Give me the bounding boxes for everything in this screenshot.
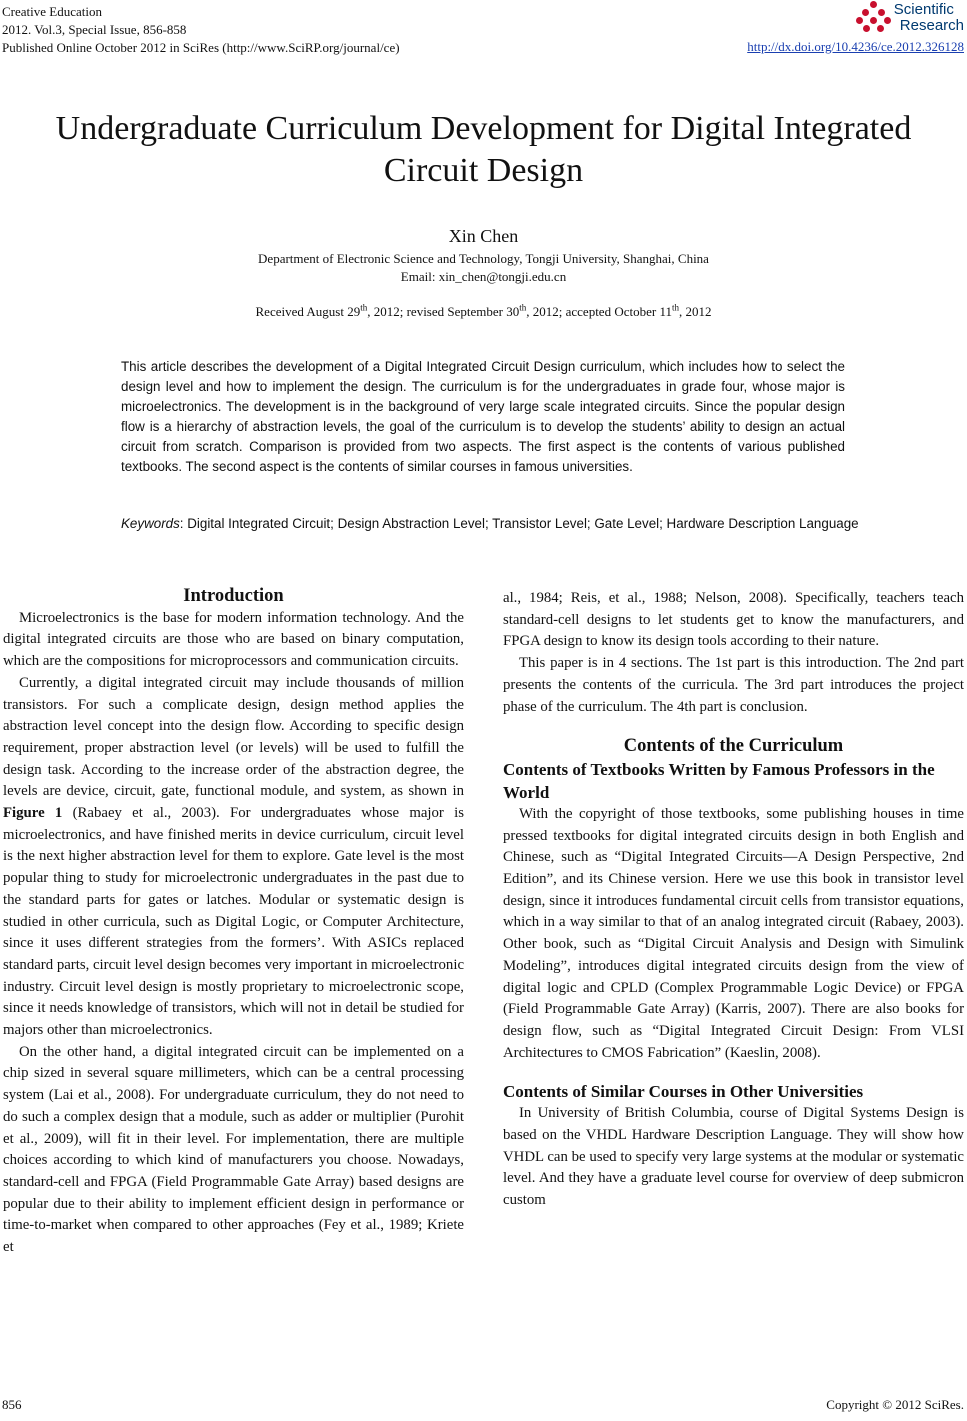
email: Email: xin_chen@tongji.edu.cn <box>400 269 567 284</box>
subsection-heading-textbooks: Contents of Textbooks Written by Famous Professors in the World <box>503 759 935 802</box>
logo-text-2: Research <box>899 17 964 34</box>
paragraph: With the copyright of those textbooks, some publishing houses in time pressed textbooks for digital integrated circuits design in both English and Chinese, such as “Digital Integrated Circuits—A Design Perspective, 2nd Edition”, and its Chinese version. Here we use this book in transistor level design, since it introduces fundamental circuit cells from transistor equations, which in a way similar to that of an analog integrated circuit (Rabaey, 2003). Other book, such as “Digital Circuit Analysis and Design with Simulink Modeling”, introduces digital integrated circuits design from the view of digital logic and CPLD (Complex Programmable Logic Device) or FPGA (Field Programmable Gate Array) (Karris, 2007). There are also books for design flow, such as “Digital Integrated Circuit Design: From VLSI Architectures to CMOS Fabrication” (Kaeslin, 2008). <box>503 805 964 1061</box>
section-heading-contents: Contents of the Curriculum <box>623 736 844 757</box>
logo-dots-icon <box>856 0 892 36</box>
paragraph: In University of British Columbia, course of Digital Systems Design is based on the VHDL Hardware Description Language. They will show how VHDL can be used to specify very large systems at the modular or systematic level. And they have a graduate level course for overview of deep submicron custom <box>503 1105 964 1209</box>
paper-title <box>0 108 967 192</box>
paragraph: On the other hand, a digital integrated circuit can be implemented on a chip sized in several square millimeters, which can be a central processing system (Lai et al., 2008). For undergraduate curriculum, they do not need to do such a complex design that a module, such as adder or multiplier (Purohit et al., 2009), will fit in their level. For implementation, there are multiple choices according to which kind of manufacturers you choose. Nowadays, standard-cell and FPGA (Field Programmable Gate Array) based designs are popular due to their ability to implement efficient design in performance or time-to-market when compared to other approaches (Fey et al., 1989; Kriete et <box>3 1043 464 1256</box>
subsection-heading-courses: Contents of Similar Courses in Other Universities <box>503 1082 864 1102</box>
title-line-1: Undergraduate Curriculum Development for Digital Integrated <box>55 110 912 147</box>
paragraph: Currently, a digital integrated circuit may include thousands of million transistors. For such a complicate design, design method applies the abstraction level concept into the design flow. According to specific design requirement, proper abstraction level (or levels) will be used to fulfill the design task. According to the increase order of the abstraction degree, the levels are device, circuit, gate, functional module, and system, as shown in Figure 1 (Rabaey et al., 2003). For undergraduates whose major is microelectronics, and have finished merits in device curriculum, circuit level is the next higher abstraction level for them to explore. Gate level is the most popular thing to study for microelectronic undergraduates in the past due to the standard parts for gates or latches. Modular or systematic design is studied in other curricula, such as Digital Logic, or Computer Architecture, since it uses different strategies from the formers’. With ASICs replaced standard parts, circuit level design becomes very important in microelectronic industry. Circuit level design is mostly proprietary to microelectronic scope, since it needs knowledge of transistors, which will not in detail be studied for majors other than microelectronics. <box>3 674 465 1039</box>
received-dates: Received August 29th, 2012; revised September 30th, 2012; accepted October 11th, 2012 <box>255 302 712 319</box>
right-column <box>503 588 964 1212</box>
published-info: Published Online October 2012 in SciRes (http://www.SciRP.org/journal/ce) <box>2 40 400 55</box>
section-heading-introduction: Introduction <box>183 586 284 606</box>
logo-text-1: Scientific <box>893 1 954 18</box>
paragraph: This paper is in 4 sections. The 1st part is this introduction. The 2nd part presents the contents of the curricula. The 3rd part introduces the project phase of the curriculum. The 4th part is conclusion. <box>503 655 964 715</box>
figure-reference: Figure 1 <box>3 805 63 822</box>
left-column <box>3 586 464 1259</box>
keywords-list: : Digital Integrated Circuit; Design Abstraction Level; Transistor Level; Gate Level; Hardware Description Language <box>179 516 859 531</box>
copyright: Copyright © 2012 SciRes. <box>826 1397 964 1412</box>
title-line-2: Circuit Design <box>383 152 584 189</box>
paragraph: al., 1984; Reis, et al., 1988; Nelson, 2008). Specifically, teachers teach standard-cell designs to let students get to know the manufacturers, and FPGA design to know its design tools according to their nature. <box>503 590 964 650</box>
affiliation-block <box>0 250 967 286</box>
doi-link[interactable]: http://dx.doi.org/10.4236/ce.2012.326128 <box>747 39 964 54</box>
page-number: 856 <box>2 1397 22 1412</box>
abstract: This article describes the development of a Digital Integrated Circuit Design curriculum, which includes how to select the design level and how to implement the design. The curriculum is for the undergraduates in grade four, whose major is microelectronics. The development is in the background of very large scale integrated circuits. Since the popular design flow is a hierarchy of abstraction levels, the goal of the curriculum is to develop the students’ ability to design an actual circuit from scratch. Comparison is provided from two aspects. The first aspect is the contents of various published textbooks. The second aspect is the contents of similar courses in famous universities. <box>121 359 845 475</box>
issue-info: 2012. Vol.3, Special Issue, 856-858 <box>2 22 187 37</box>
author: Xin Chen <box>448 226 519 246</box>
journal-name: Creative Education <box>2 4 102 19</box>
scirp-logo <box>856 0 964 36</box>
paragraph: Microelectronics is the base for modern information technology. And the digital integrated circuits are those who are based on binary computation, which are the compositions for microprocessors and communication circuits. <box>3 609 464 670</box>
affiliation: Department of Electronic Science and Technology, Tongji University, Shanghai, China <box>258 251 709 266</box>
keywords <box>121 513 861 535</box>
keywords-label: Keywords <box>121 516 180 531</box>
